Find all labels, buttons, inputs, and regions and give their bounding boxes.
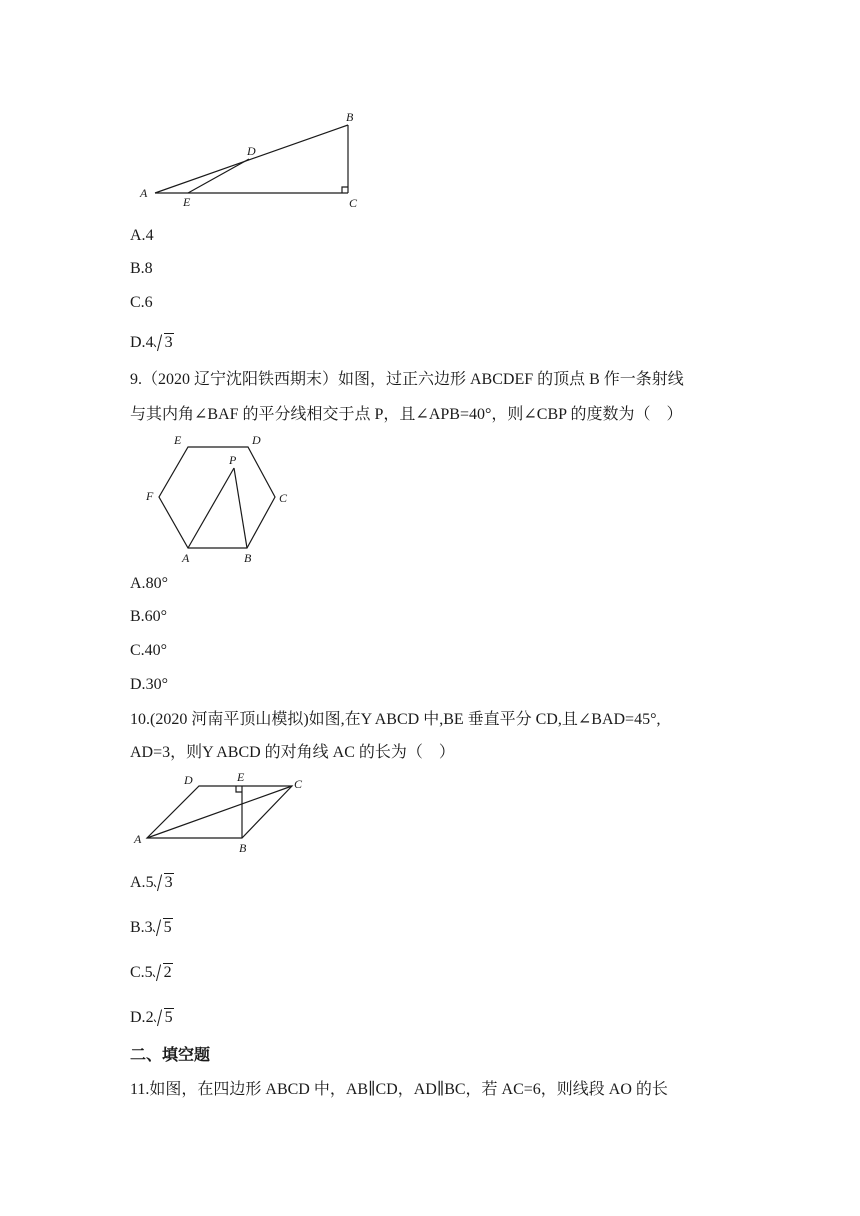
q10-option-b: B.3 5: [130, 919, 172, 936]
q8-triangle-figure: [130, 105, 370, 217]
right-angle-mark: [236, 786, 242, 792]
q9-hexagon-figure: [140, 428, 300, 568]
label-c: C: [294, 777, 303, 791]
q8-option-a: A.4: [130, 227, 154, 244]
label-a: A: [134, 832, 142, 846]
q11-stem-line1: 11.如图，在四边形 ABCD 中，AB∥CD，AD∥BC，若 AC=6，则线段 AO 的长: [130, 1081, 668, 1098]
label-f: F: [146, 489, 154, 503]
q10-option-a: A.5 3: [130, 874, 173, 891]
q9-option-b: B.60°: [130, 608, 168, 625]
label-c: C: [349, 196, 358, 210]
q9-option-c: C.40°: [130, 642, 168, 659]
label-b: B: [346, 110, 354, 124]
label-e: E: [174, 433, 182, 447]
q8-option-d: D.4 3: [130, 334, 173, 351]
sqrt-symbol: 5: [154, 1008, 174, 1028]
label-b: B: [239, 841, 247, 855]
q9-stem-line2: 与其内角∠BAF 的平分线相交于点 P，且∠APB=40°，则∠CBP 的度数为（ ）: [130, 406, 683, 423]
q10-stem-line1: 10.(2020 河南平顶山模拟)如图,在Y ABCD 中,BE 垂直平分 CD,且∠BAD=45°,: [130, 711, 661, 728]
label-d: D: [247, 144, 256, 158]
q10-stem-line2: AD=3，则Y ABCD 的对角线 AC 的长为（ ）: [130, 744, 455, 761]
q10-option-c: C.5 2: [130, 964, 172, 981]
sqrt-symbol: 5: [153, 918, 173, 938]
segment-ap: [188, 468, 234, 548]
q8-option-b: B.8: [130, 260, 153, 277]
sqrt-symbol: 3: [154, 873, 174, 893]
right-angle-mark: [342, 187, 348, 193]
q9-stem-line1: 9.（2020 辽宁沈阳铁西期末）如图，过正六边形 ABCDEF 的顶点 B 作一条射线: [130, 371, 684, 388]
diagonal-ac: [147, 786, 292, 838]
label-d: D: [184, 773, 193, 787]
label-b: B: [244, 551, 252, 565]
q10-option-d: D.2 5: [130, 1009, 173, 1026]
label-d: D: [252, 433, 261, 447]
sqrt-symbol: 3: [154, 333, 174, 353]
label-c: C: [279, 491, 288, 505]
q9-option-a: A.80°: [130, 575, 168, 592]
label-a: A: [140, 186, 148, 200]
segment-de: [188, 159, 249, 193]
sqrt-symbol: 2: [153, 963, 173, 983]
q9-option-d: D.30°: [130, 676, 168, 693]
segment-ab: [155, 125, 348, 193]
segment-bp: [234, 468, 247, 548]
q10-parallelogram-figure: [130, 768, 320, 860]
label-p: P: [229, 453, 237, 467]
q8-option-c: C.6: [130, 294, 153, 311]
section-heading: 二、填空题: [130, 1047, 211, 1064]
label-e: E: [183, 195, 191, 209]
label-a: A: [182, 551, 190, 565]
label-e: E: [237, 770, 245, 784]
